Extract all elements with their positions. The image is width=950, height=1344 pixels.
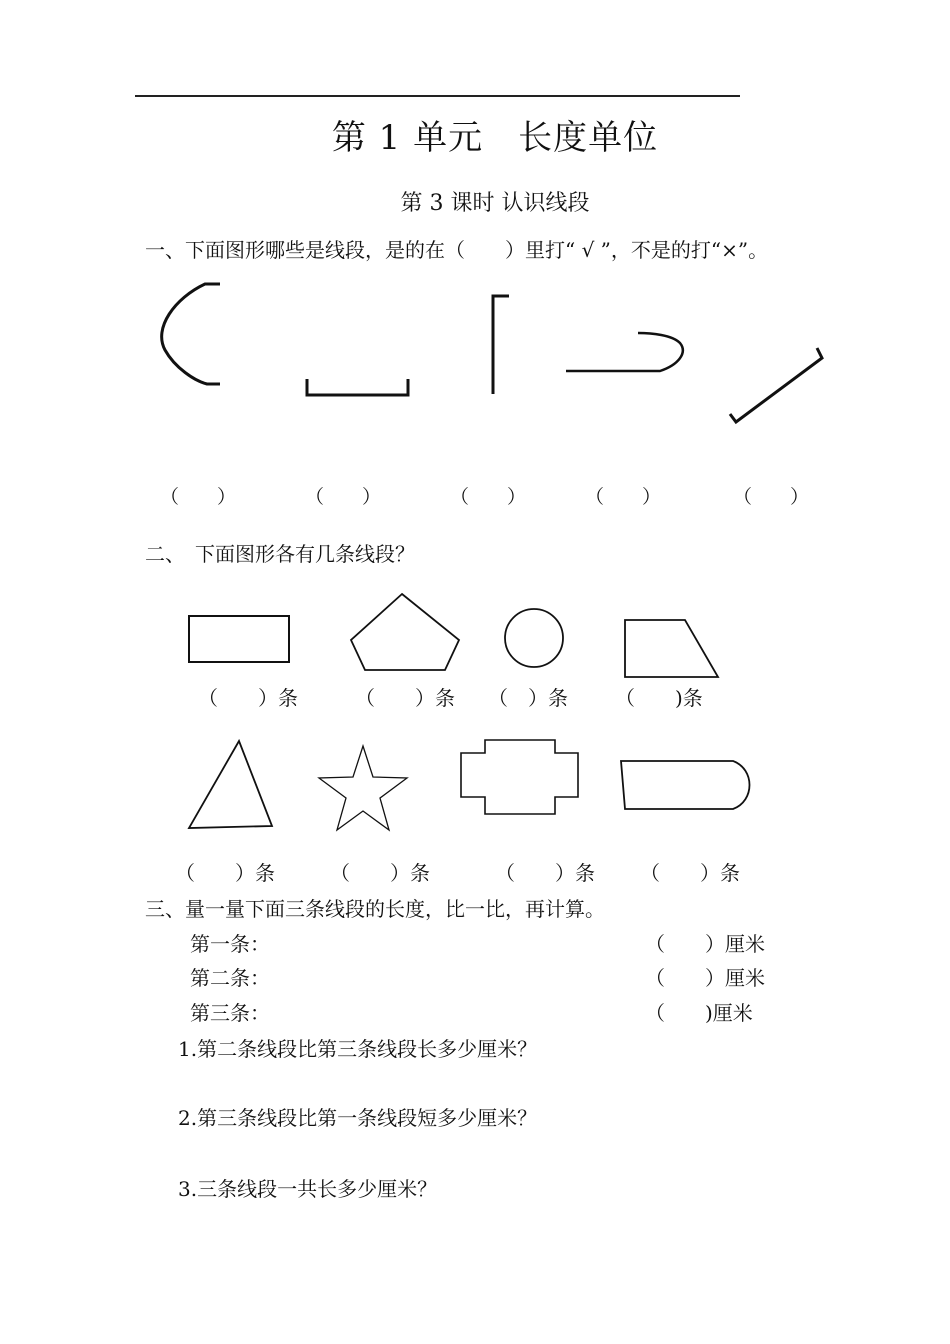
segment-2-label: 第二条： <box>190 966 270 990</box>
section3-question: 三、量一量下面三条线段的长度，比一比，再计算。 <box>145 897 605 921</box>
row1-label-pentagon[interactable]: （ ）条 <box>355 686 455 710</box>
answer-blank-5[interactable]: （ ） <box>733 486 810 508</box>
answer-blank-4[interactable]: （ ） <box>585 486 662 508</box>
answer-blank-3[interactable]: （ ） <box>450 486 527 508</box>
figure-bent-segment <box>722 342 827 427</box>
shape-circle <box>500 605 570 675</box>
segment-2-blank[interactable]: （ ）厘米 <box>645 966 765 990</box>
shape-rectangle <box>185 612 295 667</box>
row2-label-triangle[interactable]: （ ）条 <box>175 861 275 885</box>
shape-rounded-tab <box>615 755 760 815</box>
shape-triangle <box>185 735 280 835</box>
figure-hook <box>560 325 690 380</box>
page-title: 第 1 单元 长度单位 <box>331 118 659 158</box>
row1-label-trapezoid[interactable]: （ )条 <box>615 686 703 710</box>
segment-3-label: 第三条： <box>190 1001 270 1025</box>
figure-corner <box>485 290 515 400</box>
problem-1: 1.第二条线段比第三条线段长多少厘米？ <box>178 1037 538 1061</box>
segment-1-blank[interactable]: （ ）厘米 <box>645 932 765 956</box>
lesson-subtitle: 第 3 课时 认识线段 <box>400 191 590 216</box>
figure-curve <box>155 278 235 388</box>
row2-label-star[interactable]: （ ）条 <box>330 861 430 885</box>
shape-cross <box>455 735 585 820</box>
figure-bracket-open <box>300 375 415 405</box>
section2-question: 二、 下面图形各有几条线段？ <box>145 542 415 566</box>
segment-1-label: 第一条： <box>190 932 270 956</box>
header-rule <box>135 95 740 97</box>
problem-2: 2.第三条线段比第一条线段短多少厘米？ <box>178 1106 538 1130</box>
shape-star <box>315 740 415 835</box>
row2-label-rounded-tab[interactable]: （ ）条 <box>640 861 740 885</box>
segment-3-blank[interactable]: （ )厘米 <box>645 1001 753 1025</box>
section1-question: 一、下面图形哪些是线段，是的在（ ）里打“ √ ”，不是的打“×”。 <box>145 238 769 262</box>
row1-label-rectangle[interactable]: （ ）条 <box>198 686 298 710</box>
answer-blank-2[interactable]: （ ） <box>305 486 382 508</box>
problem-3: 3.三条线段一共长多少厘米？ <box>178 1177 438 1201</box>
row1-label-circle[interactable]: （ ）条 <box>488 686 568 710</box>
answer-blank-1[interactable]: （ ） <box>160 486 237 508</box>
shape-trapezoid <box>620 615 730 685</box>
shape-pentagon <box>345 590 470 675</box>
row2-label-cross[interactable]: （ ）条 <box>495 861 595 885</box>
